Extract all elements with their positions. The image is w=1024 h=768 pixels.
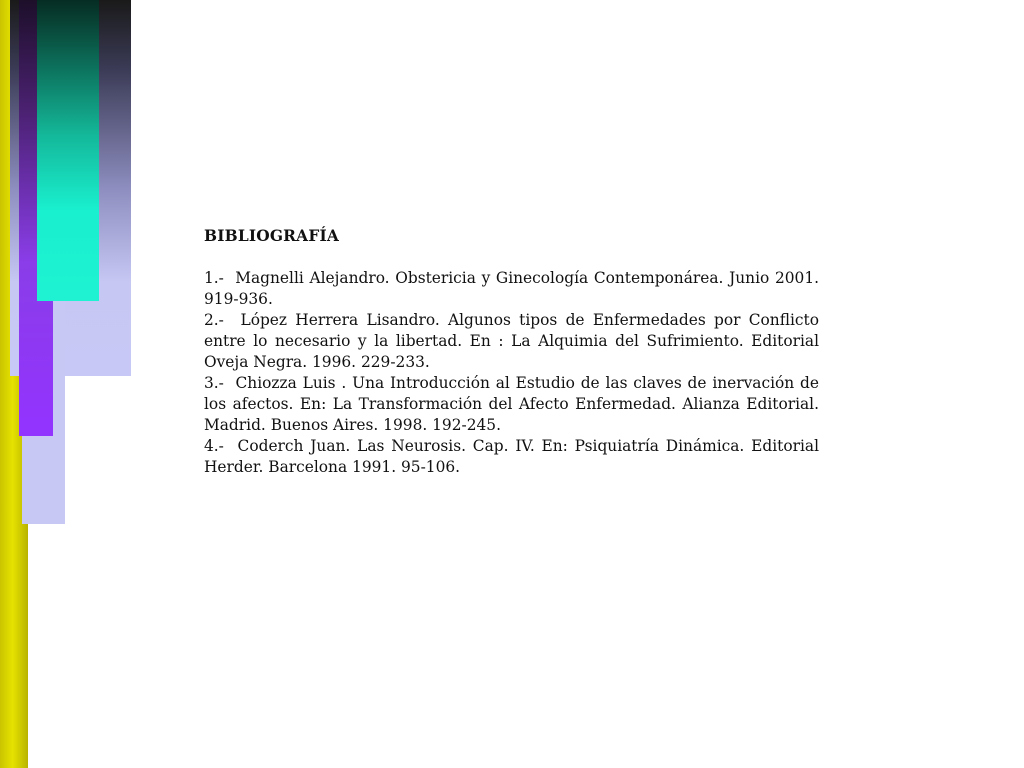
bibliography-entry-3 bbox=[204, 373, 819, 436]
bibliography-entry-4 bbox=[204, 436, 819, 478]
entry-number: 3.- bbox=[204, 374, 224, 392]
bibliography-entry-1 bbox=[204, 268, 819, 310]
entry-text: Chiozza Luis . Una Introducción al Estudio de las claves de inervación de los afectos. En: La Transformación del Afecto Enfermedad. Alianza Editorial. Madrid. Buenos Aires. 1998. 192-245. bbox=[204, 374, 819, 434]
entry-text: Coderch Juan. Las Neurosis. Cap. IV. En: Psiquiatría Dinámica. Editorial Herder. Barcelona 1991. 95-106. bbox=[204, 437, 819, 476]
entry-text: Magnelli Alejandro. Obstericia y Ginecología Contemponárea. Junio 2001. 919-936. bbox=[204, 269, 820, 308]
bibliography-heading: BIBLIOGRAFÍA bbox=[204, 227, 339, 245]
bibliography-block bbox=[204, 226, 819, 478]
entry-text: López Herrera Lisandro. Algunos tipos de Enfermedades por Conflicto entre lo necesario y la libertad. En : La Alquimia del Sufrimiento. Editorial Oveja Negra. 1996. 229-233. bbox=[204, 311, 819, 371]
entry-number: 2.- bbox=[204, 311, 224, 329]
entry-number: 4.- bbox=[204, 437, 224, 455]
bibliography-entry-2 bbox=[204, 310, 819, 373]
entry-number: 1.- bbox=[204, 269, 224, 287]
decorative-teal-bar bbox=[37, 0, 99, 301]
